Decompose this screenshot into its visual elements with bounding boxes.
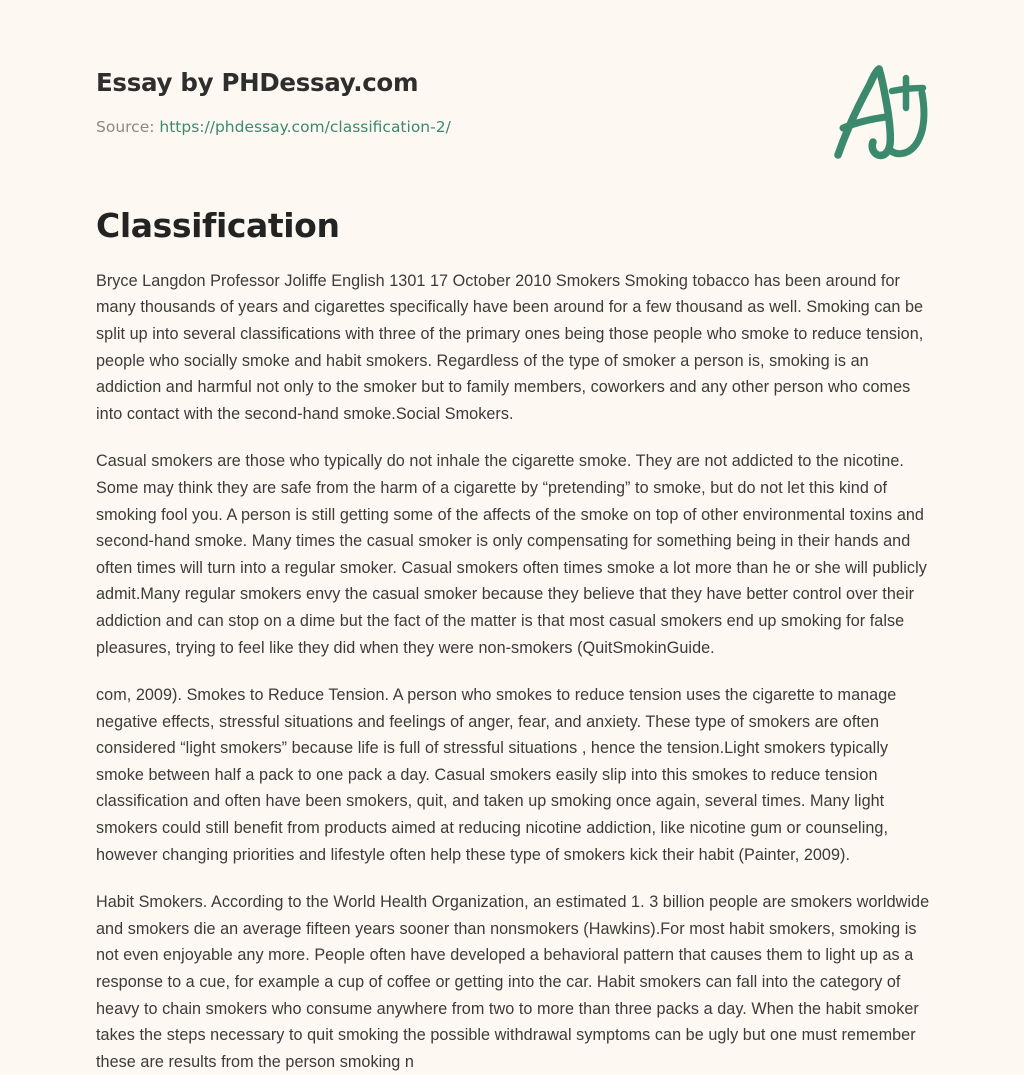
source-link[interactable]: https://phdessay.com/classification-2/	[159, 118, 451, 137]
paragraph: Bryce Langdon Professor Joliffe English 1301 17 October 2010 Smokers Smoking tobacco has been around for many thousands of years and cigarettes specifically have been around for a few thousand as well. Smoking can be split up into several classifications with three of the primary ones being those people who smoke to reduce tension, people who socially smoke and habit smokers. Regardless of the type of smoker a person is, smoking is an addiction and harmful not only to the smoker but to family members, coworkers and any other person who comes into contact with the second-hand smoke.Social Smokers.	[96, 271, 924, 423]
source-label: Source:	[96, 118, 155, 137]
source-line	[96, 117, 451, 137]
page-title: Classification	[96, 205, 340, 245]
paragraph: Casual smokers are those who typically do not inhale the cigarette smoke. They are not addicted to the nicotine. Some may think they are safe from the harm of a cigarette by “pretending” to smoke, but do not let this kind of smoking fool you. A person is still getting some of the affects of the smoke on top of other environmental toxins and second-hand smoke. Many times the casual smoker is only compensating for something being in their hands and often times will turn into a regular smoker. Casual smokers often times smoke a lot more than he or she will publicly admit.Many regular smokers envy the casual smoker because they believe that they have better control over their addiction and can stop on a dime but the fact of the matter is that most casual smokers end up smoking for false pleasures, trying to feel like they did when they were non-smokers (QuitSmokinGuide.	[96, 452, 927, 657]
a-plus-logo-icon	[826, 60, 936, 164]
paragraph: com, 2009). Smokes to Reduce Tension. A person who smokes to reduce tension uses the cigarette to manage negative effects, stressful situations and feelings of anger, fear, and anxiety. These type of smokers are often considered “light smokers” because life is full of stressful situations , hence the tension.Light smokers typically smoke between half a pack to one pack a day. Casual smokers easily slip into this smokes to reduce tension classification and often have been smokers, quit, and taken up smoking once again, several times. Many light smokers could still benefit from products aimed at reducing nicotine addiction, like nicotine gum or counseling, however changing priorities and lifestyle often help these type of smokers kick their habit (Painter, 2009).	[96, 686, 897, 864]
a-plus-logo	[826, 60, 936, 164]
brand-title: Essay by PHDessay.com	[96, 68, 419, 97]
header-left	[96, 68, 451, 138]
article-body	[0, 246, 1024, 1075]
paragraph: Habit Smokers. According to the World Health Organization, an estimated 1. 3 billion people are smokers worldwide and smokers die an average fifteen years sooner than nonsmokers (Hawkins).For most habit smokers, smoking is not even enjoyable any more. People often have developed a behavioral pattern that causes them to light up as a response to a cue, for example a cup of coffee or getting into the car. Habit smokers can fall into the category of heavy to chain smokers who consume anywhere from two to more than three packs a day. When the habit smoker takes the steps necessary to quit smoking the possible withdrawal symptoms can be ugly but one must remember these are results from the person smoking n	[96, 893, 930, 1071]
